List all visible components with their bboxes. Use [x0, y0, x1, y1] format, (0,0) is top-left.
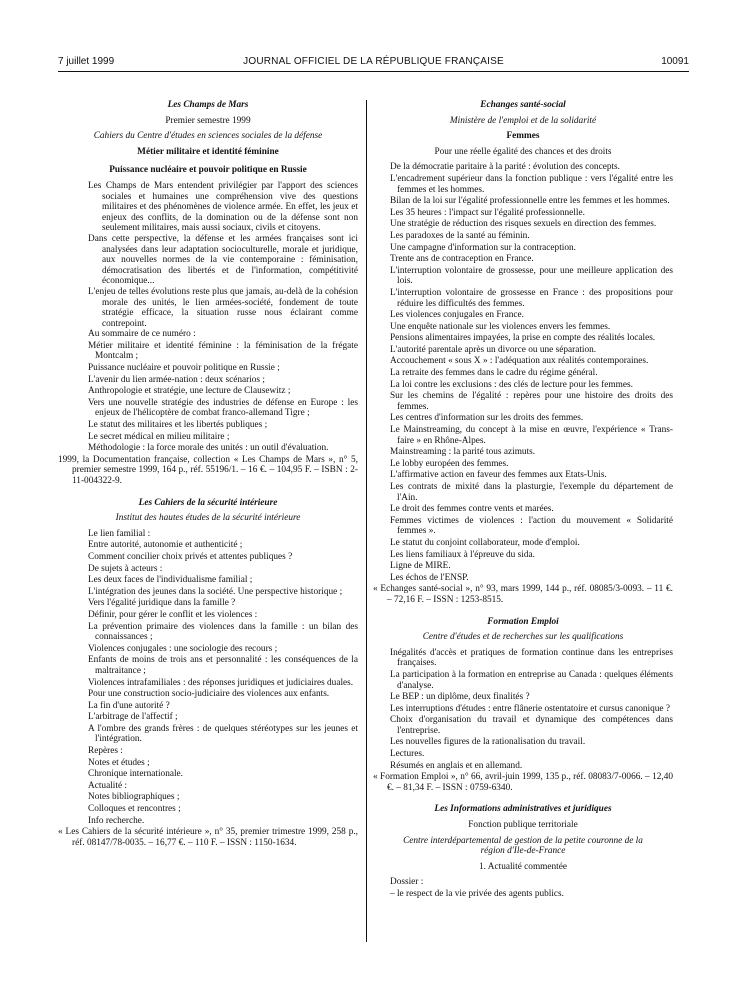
list-item: Colloques et rencontres ; [88, 804, 181, 815]
list-item: Violences intrafamiliales : des réponses juridiques et judiciaires duales. [88, 677, 354, 688]
list-item: Les violences conjugales en France. [390, 310, 524, 321]
list-item: Le Mainstreaming, du concept à la mise en œuvre, l'expérience « Trans-faire » en Rhône-Alpes. [390, 425, 673, 446]
contents-list [373, 648, 673, 772]
header-page-number: 10091 [661, 56, 689, 67]
contents-list [373, 162, 673, 583]
list-item: Les liens familiaux à l'épreuve du sida. [390, 549, 535, 560]
list-item: Enfants de moins de trois ans et personnalité : les conséquences de la maltraitance ; [88, 655, 358, 676]
list-item: Choix d'organisation du travail et dynamique des compétences dans l'entreprise. [390, 715, 673, 736]
contents-list [58, 529, 358, 826]
summary-label: Au sommaire de ce numéro : [88, 329, 196, 340]
section-heading [373, 862, 673, 873]
section-heading: Métier militaire et identité féminine [137, 146, 279, 157]
list-item: La participation à la formation en entreprise au Canada : quelques éléments d'analyse. [390, 669, 673, 691]
list-item: Violences conjugales : une sociologie des recours ; [88, 643, 278, 654]
summary-list [88, 341, 358, 454]
page-header [58, 56, 689, 70]
list-item: Les contrats de mixité dans la plasturgie, l'exemple du département de l'Ain. [390, 482, 673, 503]
paragraph: Les Champs de Mars entendent privilégier par l'apport des sciences sociales et humaines une compréhension vive des questions militaires et des phénomènes de violence armée. En effet, les jeux et enjeux des conflits, de la domination ou de la défense sont non seulement militaires, mais aussi sociaux, civils et citoyens. [88, 180, 358, 234]
section-formation-emploi-title: Formation Emploi [487, 616, 559, 627]
list-item: Les centres d'information sur les droits des femmes. [390, 413, 584, 424]
list-item: De sujets à acteurs : [88, 563, 163, 574]
header-date: 7 juillet 1999 [58, 56, 115, 67]
list-item: Une campagne d'information sur la contraception. [390, 242, 576, 253]
list-item: Notes bibliographiques ; [88, 792, 180, 803]
list-item: Repères : [88, 746, 123, 757]
section-cahiers-securite-title: Les Cahiers de la sécurité intérieure [138, 497, 278, 508]
bibliographic-reference: « Echanges santé-social », n° 93, mars 1999, 144 p., réf. 08085/3-0093. – 11 €. – 72,16 F. – ISSN : 1253-8515. [373, 584, 673, 605]
section-informations-title: Les Informations administratives et juridiques [434, 804, 612, 815]
list-item: Une stratégie de réduction des risques sexuels en direction des femmes. [390, 219, 657, 230]
section-period: Premier semestre 1999 [165, 115, 251, 126]
left-column [58, 100, 358, 848]
dossier-label: Dossier : [390, 877, 424, 888]
list-item: Les échos de l'ENSP. [390, 572, 469, 583]
section-subheading: Pour une réelle égalité des chances et des droits [434, 146, 612, 157]
list-item: Actualité : [88, 780, 127, 791]
list-item: L'avenir du lien armée-nation : deux scénarios ; [88, 374, 265, 385]
header-journal-title: JOURNAL OFFICIEL DE LA RÉPUBLIQUE FRANÇAISE [243, 56, 504, 67]
section-heading: Puissance nucléaire et pouvoir politique en Russie [109, 165, 307, 176]
list-item: Pour une construction socio-judiciaire des violences aux enfants. [88, 689, 330, 700]
list-item: Les deux faces de l'individualisme familial ; [88, 575, 253, 586]
list-item: Le droit des femmes contre vents et marées. [390, 504, 554, 515]
list-item: L'autorité parentale après un divorce ou une séparation. [390, 344, 597, 355]
list-item: Pensions alimentaires impayées, la prise en compte des réalités locales. [390, 333, 656, 344]
list-item: Chronique internationale. [88, 769, 184, 780]
header-rule [58, 71, 689, 72]
section-publisher: Ministère de l'emploi et de la solidarité [449, 115, 597, 126]
paragraph: Dans cette perspective, la défense et les armées françaises sont ici analysées dans leur adaptation socioculturelle, morale et juridique, aux nouvelles normes de la vie contemporaine : féminisation, démocratisation des libertés et de l'information, compétitivité économique... [88, 233, 358, 287]
list-item: Résumés en anglais et en allemand. [390, 760, 523, 771]
list-item: Mainstreaming : la parité tous azimuts. [390, 447, 536, 458]
list-item: La loi contre les exclusions : des clés de lecture pour les femmes. [390, 379, 633, 390]
list-item: Comment concilier choix privés et attentes publiques ? [88, 551, 293, 562]
list-item: Sur les chemins de l'égalité : repères pour une histoire des droits des femmes. [390, 391, 673, 412]
list-item: A l'ombre des grands frères : de quelques stéréotypes sur les jeunes et l'intégration. [88, 723, 358, 745]
list-item: L'interruption volontaire de grossesse en France : des propositions pour réduire les difficultés des femmes. [390, 287, 673, 309]
list-item: Ligne de MIRE. [390, 561, 451, 572]
section-publisher: Centre d'études et de recherches sur les qualifications [422, 632, 624, 643]
list-item: L'affirmative action en faveur des femmes aux Etats-Unis. [390, 470, 607, 481]
list-item: Accouchement « sous X » : l'adéquation aux réalités contemporaines. [390, 356, 649, 367]
list-item: Une enquête nationale sur les violences envers les femmes. [390, 321, 611, 332]
list-item: De la démocratie paritaire à la parité : évolution des concepts. [390, 162, 620, 173]
list-item: Le lobby européen des femmes. [390, 458, 509, 469]
list-item: Bilan de la loi sur l'égalité professionnelle entre les femmes et les hommes. [390, 196, 670, 207]
list-item: L'arbitrage de l'affectif ; [88, 712, 178, 723]
list-item: L'intégration des jeunes dans la société. Une perspective historique ; [88, 586, 343, 597]
list-item: Vers une nouvelle stratégie des industries de défense en Europe : les enjeux de l'hélicoptère de combat franco-allemand Tigre ; [88, 397, 358, 419]
list-item: L'encadrement supérieur dans la fonction publique : vers l'égalité entre les femmes et les hommes. [390, 173, 673, 195]
list-item: Vers l'égalité juridique dans la famille ? [88, 598, 236, 609]
list-item: Les paradoxes de la santé au féminin. [390, 230, 530, 241]
list-item: La prévention primaire des violences dans la famille : un bilan des connaissances ; [88, 621, 358, 643]
bibliographic-reference: 1999, la Documentation française, collection « Les Champs de Mars », n° 5, premier semestre 1999, 164 p., réf. 55196/1. – 16 €. – 104,95 F. – ISBN : 2-11-004322-9. [58, 454, 358, 486]
list-item: Métier militaire et identité féminine : la féminisation de la frégate Montcalm ; [88, 340, 358, 362]
list-item: Anthropologie et stratégie, une lecture de Clausewitz ; [88, 386, 291, 397]
list-item: Lectures. [390, 749, 425, 760]
list-item: Les 35 heures : l'impact sur l'égalité professionnelle. [390, 207, 585, 218]
section-champs-de-mars-title: Les Champs de Mars [167, 100, 249, 110]
list-item: Le lien familial : [88, 528, 151, 539]
section-subtitle: Fonction publique territoriale [468, 820, 578, 831]
paragraph: L'enjeu de telles évolutions reste plus que jamais, au-delà de la cohésion morale des unités, le lien armées-société, fondement de toute stratégie efficace, la situation russe nous éclairant comme contrepoint. [88, 286, 358, 329]
column-divider [366, 100, 367, 942]
bibliographic-reference: « Les Cahiers de la sécurité intérieure », n° 35, premier trimestre 1999, 258 p., réf. 08147/78-0035. – 16,77 €. – 110 F. – ISSN : 1150-1634. [58, 827, 358, 848]
list-item: Définir, pour gérer le conflit et les violences : [88, 609, 258, 620]
list-item: Inégalités d'accès et pratiques de formation continue dans les entreprises françaises. [390, 647, 673, 669]
section-echanges-title: Echanges santé-social [480, 100, 566, 110]
list-item: La retraite des femmes dans le cadre du régime général. [390, 368, 598, 379]
right-column [373, 100, 673, 901]
list-item: Le BEP : un diplôme, deux finalités ? [390, 692, 530, 703]
list-item: Info recherche. [88, 815, 145, 826]
list-item: Femmes victimes de violences : l'action du mouvement « Solidarité femmes ». [390, 515, 673, 537]
list-item: Le secret médical en milieu militaire ; [88, 431, 230, 442]
list-item: L'interruption volontaire de grossesse, pour une meilleure application des lois. [390, 265, 673, 287]
list-item: Notes et études ; [88, 757, 150, 768]
section-publisher: Centre interdépartemental de gestion de la petite couronne de la région d'Ile-de-France [403, 835, 643, 857]
list-item: Entre autorité, autonomie et authenticité ; [88, 540, 243, 551]
list-item: Trente ans de contraception en France. [390, 254, 534, 265]
list-item: Les nouvelles figures de la rationalisation du travail. [390, 737, 586, 748]
list-item: Puissance nucléaire et pouvoir politique en Russie ; [88, 363, 280, 374]
bibliographic-reference: « Formation Emploi », n° 66, avril-juin 1999, 135 p., réf. 08083/7-0066. – 12,40 €. – 81,34 F. – ISSN : 0759-6340. [373, 772, 673, 793]
list-item: Méthodologie : la force morale des unités : un outil d'évaluation. [88, 443, 329, 454]
dossier-item: – le respect de la vie privée des agents publics. [390, 889, 564, 899]
section-publisher: Cahiers du Centre d'études en sciences sociales de la défense [93, 131, 323, 142]
list-item: Le statut du conjoint collaborateur, mode d'emploi. [390, 537, 580, 548]
list-item: La fin d'une autorité ? [88, 700, 170, 711]
actualite-heading: 1. Actualité commentée [478, 861, 568, 872]
list-item: Le statut des militaires et les libertés publiques ; [88, 420, 268, 431]
section-publisher: Institut des hautes études de la sécurité intérieure [115, 513, 301, 524]
section-heading: Femmes [506, 131, 540, 142]
list-item: Les interruptions d'études : entre flânerie ostentatoire et cursus canonique ? [390, 703, 670, 714]
